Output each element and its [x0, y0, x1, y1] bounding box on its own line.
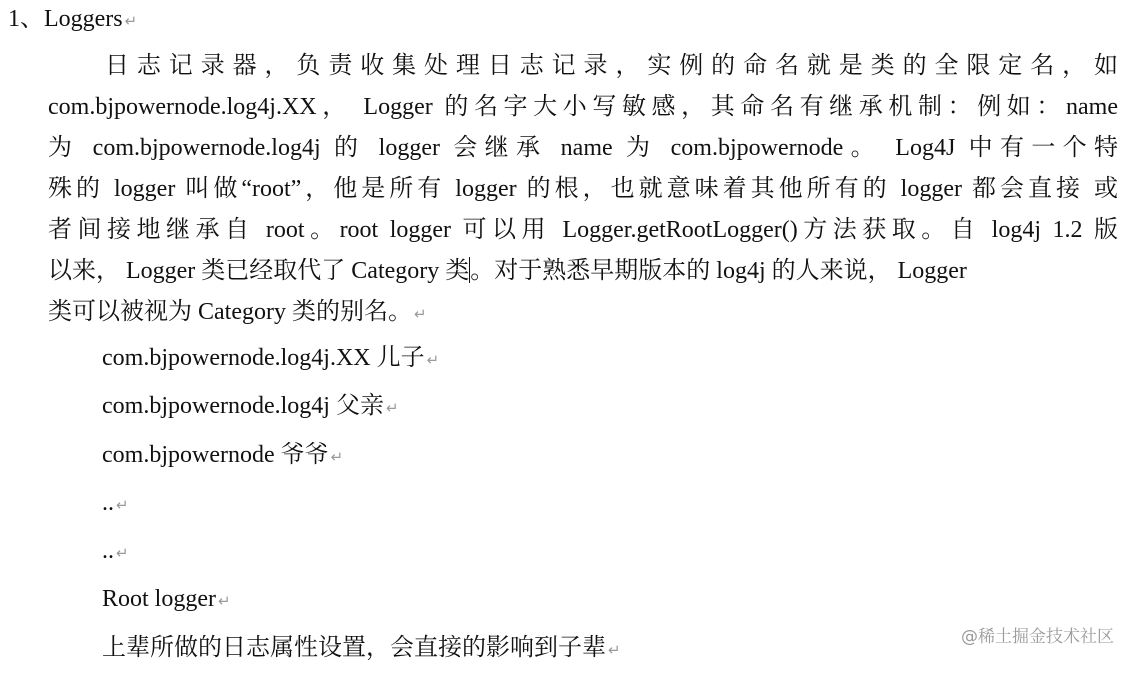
paragraph-line-left: 以来， Logger 类已经取代了 Category 类: [48, 258, 470, 284]
paragraph-mark-icon: ↵: [426, 351, 440, 369]
list-item-text: com.bjpowernode.log4j.XX 儿子: [102, 345, 425, 371]
watermark: @稀土掘金技术社区: [961, 627, 1114, 647]
paragraph-line: 殊的 logger 叫做“root”，他是所有 logger 的根，也就意味着其他所有的 logger 都会直接 或: [48, 176, 1118, 202]
paragraph-mark-icon: ↵: [608, 640, 621, 659]
list-item-text: 上辈所做的日志属性设置，会直接的影响到子辈: [102, 634, 606, 661]
paragraph-mark-icon: ↵: [116, 495, 129, 514]
paragraph-mark-icon: ↵: [413, 305, 427, 323]
paragraph-line: 者间接地继承自 root。root logger 可以用 Logger.getRootLogger()方法获取。自 log4j 1.2 版: [48, 217, 1118, 243]
paragraph-line-text: 类可以被视为 Category 类的别名。: [48, 299, 412, 325]
section-heading-text: 1、Loggers: [8, 6, 123, 32]
list-item-text: ..: [102, 538, 114, 565]
body-paragraph: [48, 46, 1118, 333]
list-item: [102, 579, 621, 627]
paragraph-mark-icon: ↵: [124, 12, 138, 30]
paragraph-mark-icon: ↵: [116, 544, 129, 563]
list-item: [102, 628, 621, 676]
list-item-text: com.bjpowernode.log4j 父亲: [102, 393, 384, 420]
paragraph-line-mid: 。对于熟悉早期版本的 log4j 的人来说， Logger: [470, 258, 967, 284]
paragraph-line: [48, 292, 1118, 333]
list-item-text: com.bjpowernode 爷爷: [102, 441, 329, 468]
list-item: [102, 483, 621, 531]
paragraph-line: 为 com.bjpowernode.log4j 的 logger 会继承 name 为 com.bjpowernode。 Log4J 中有一个特: [48, 135, 1118, 161]
list-item: [102, 531, 621, 579]
list-item-text: Root logger: [102, 586, 216, 613]
paragraph-line: [48, 251, 1118, 292]
paragraph-line: 日志记录器，负责收集处理日志记录，实例的命名就是类的全限定名，如: [105, 53, 1118, 79]
paragraph-mark-icon: ↵: [330, 447, 344, 466]
paragraph-line: com.bjpowernode.log4j.XX， Logger 的名字大小写敏感，其命名有继承机制：例如：name: [48, 94, 1118, 120]
list-item: [102, 386, 621, 434]
section-heading: [8, 4, 137, 36]
paragraph-line-part: [48, 251, 967, 292]
list-item: [102, 435, 621, 483]
list-item: [102, 338, 621, 386]
logger-hierarchy-list: [102, 338, 621, 676]
list-item-text: ..: [102, 489, 114, 516]
paragraph-mark-icon: ↵: [218, 592, 231, 611]
paragraph-mark-icon: ↵: [385, 399, 399, 418]
